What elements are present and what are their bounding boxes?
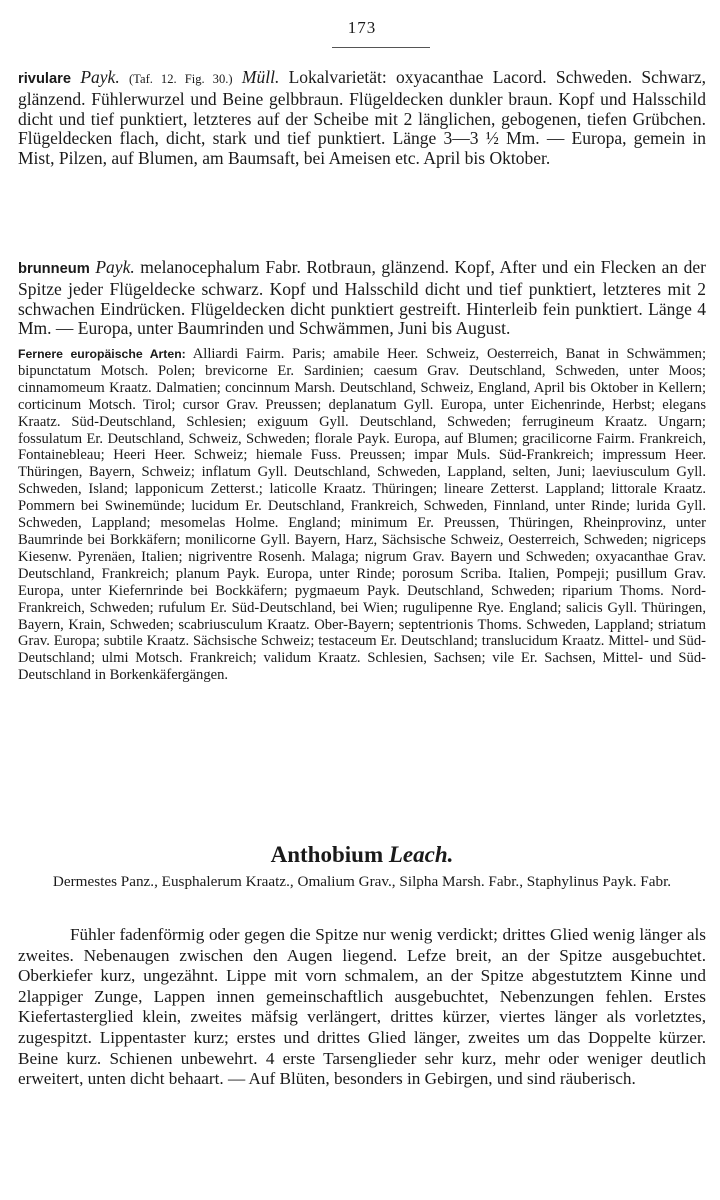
genus-synonyms: Dermestes Panz., Eusphalerum Kraatz., Omalium Grav., Silpha Marsh. Fabr., Staphylinus Payk. Fabr. — [52, 873, 672, 890]
genus-author: Leach. — [388, 842, 454, 867]
species-author: Payk. — [95, 257, 135, 277]
species-author: Payk. — [80, 67, 120, 87]
species-name: rivulare — [18, 71, 72, 87]
list-lead: Fernere europäische Arten: — [18, 347, 186, 361]
species-name: brunneum — [18, 261, 90, 277]
further-species-list — [18, 346, 706, 684]
genus-description: Fühler fadenförmig oder gegen die Spitze nur wenig verdickt; drittes Glied wenig länger als zweites. Nebenaugen zwischen den Augen liegend. Lefze breit, an der Spitze ausgebuchtet. Oberkiefer kurz, ungezähnt. Lippe mit vorn schmalem, an der Spitze abgestutztem Kinne und 2lappiger Zunge, Lappen innen gemeinschaftlich ausgebuchtet, Nebenzungen fehlen. Erstes Kiefertasterglied klein, zweites mäfsig verlängert, drittes kürzer, viertes länger als vorletztes, zugespitzt. Lippentaster kurz; erstes und drittes Glied länger, zweites um das Doppelte kürzer. Beine kurz. Schienen unbewehrt. 4 erste Tarsenglieder sehr kurz, mehr oder weniger deutlich erweitert, unten dicht behaart. — Auf Blüten, besonders in Gebirgen, und sind räuberisch. — [18, 925, 706, 1089]
genus-heading — [18, 842, 706, 868]
genus-name: Anthobium — [270, 842, 384, 867]
species-list-text: Alliardi Fairm. Paris; amabile Heer. Schweiz, Oesterreich, Banat in Schwämmen; bipunctatum Motsch. Polen; brevicorne Er. Sardinien; caesum Grav. Deutschland, Schweden, unter Moos; cinnamomeum Kraatz. Dalmatien; concinnum Marsh. Deutschland, Schweiz, England, April bis Oktober in Kellern; corticinum Motsch. Tirol; cursor Grav. Preussen; deplanatum Gyll. Europa, unter Eichenrinde, Herbst; elegans Kraatz. Süd-Deutschland, Schlesien; exiguum Gyll. Deutschland, Schweden; ferrugineum Kraatz. Ungarn; fossulatum Er. Deutschland, Schweiz, Schweden; florale Payk. Europa, auf Blumen; gracilicorne Fairm. Frankreich, Fontainebleau; Heeri Heer. Schweiz; hiemale Fuss. Preussen; impar Muls. Süd-Frankreich; impressum Heer. Thüringen, Bayern, Schweiz; inflatum Gyll. Deutschland, Schweden, Lappland, selten, Juni; laeviusculum Gyll. Schweden, Island; lapponicum Zetterst.; laticolle Kraatz. Thüringen; lineare Zetterst. Lappland; littorale Kraatz. Pommern bei Swinemünde; lucidum Er. Deutschland, Frankreich, Schweden, Finnland, unter Rinde; lurida Gyll. Schweden, Lappland; mesomelas Holme. England; minimum Er. Preussen, Thüringen, Rheinprovinz, unter Baumrinde bei Borkkäfern; monilicorne Gyll. Bayern, Harz, Sächsische Schweiz, Oesterreich, Schweden; nigriceps Kiesenw. Pyrenäen, Italien; nigriventre Rosenh. Malaga; nigrum Grav. Bayern und Schweden; oxyacanthae Grav. Deutschland, Frankreich; planum Payk. Europa, unter Rinde; porosum Scriba. Italien, Pompeji; pusillum Grav. Europa, unter Kiefernrinde bei Bockkäfern; pygmaeum Payk. Deutschland, Schweden; riparium Thoms. Nord-Frankreich, Schweden; rufulum Er. Süd-Deutschland, bei Wien; rugulipenne Rye. England; salicis Gyll. Thüringen, Bayern, Krain, Schweden; scabriusculum Kraatz. Ober-Bayern; septentrionis Thoms. Schweden, Lappland; striatum Grav. Europa; subtile Kraatz. Sächsische Schweiz; testaceum Er. Deutschland; translucidum Kraatz. Mittel- und Süd-Deutschland; ulmi Motsch. Frankreich; validum Kraatz. Schlesien, Sachsen; vile Er. Sachsen, Mittel- und Süd-Deutschland in Borkenkäfergängen. — [18, 346, 706, 684]
plate-reference: (Taf. 12. Fig. 30.) — [128, 72, 233, 86]
species-description: melanocephalum Fabr. Rotbraun, glänzend. Kopf, After und ein Flecken an der Spitze jeder Flügeldecke schwarz. Kopf und Halsschild dicht und tief punktiert, letzteres mit 2 schwachen Eindrücken. Flügeldecken dicht punktiert gestreift. Hinterleib fein punktiert. Länge 4 Mm. — Europa, unter Baumrinden und Schwämmen, Juni bis August. — [18, 257, 706, 339]
species-entry-brunneum — [18, 258, 706, 339]
species-entry-rivulare — [18, 68, 706, 169]
variety-author: Müll. — [241, 67, 280, 87]
species-description: Lokalvarietät: oxyacanthae Lacord. Schweden. Schwarz, glänzend. Fühlerwurzel und Beine gelbbraun. Flügeldecken dunkler braun. Kopf und Halsschild dicht und tief punktiert, letzteres auf der Scheibe mit 2 länglichen, gebogenen, tiefen Grübchen. Flügeldecken flach, dicht, stark und tief punktiert. Länge 3—3 ½ Mm. — Europa, gemein in Mist, Pilzen, auf Blumen, am Baumsaft, bei Ameisen etc. April bis Oktober. — [18, 67, 707, 169]
book-page — [18, 0, 706, 1200]
header-rule — [332, 47, 430, 48]
page-number: 173 — [347, 18, 377, 37]
